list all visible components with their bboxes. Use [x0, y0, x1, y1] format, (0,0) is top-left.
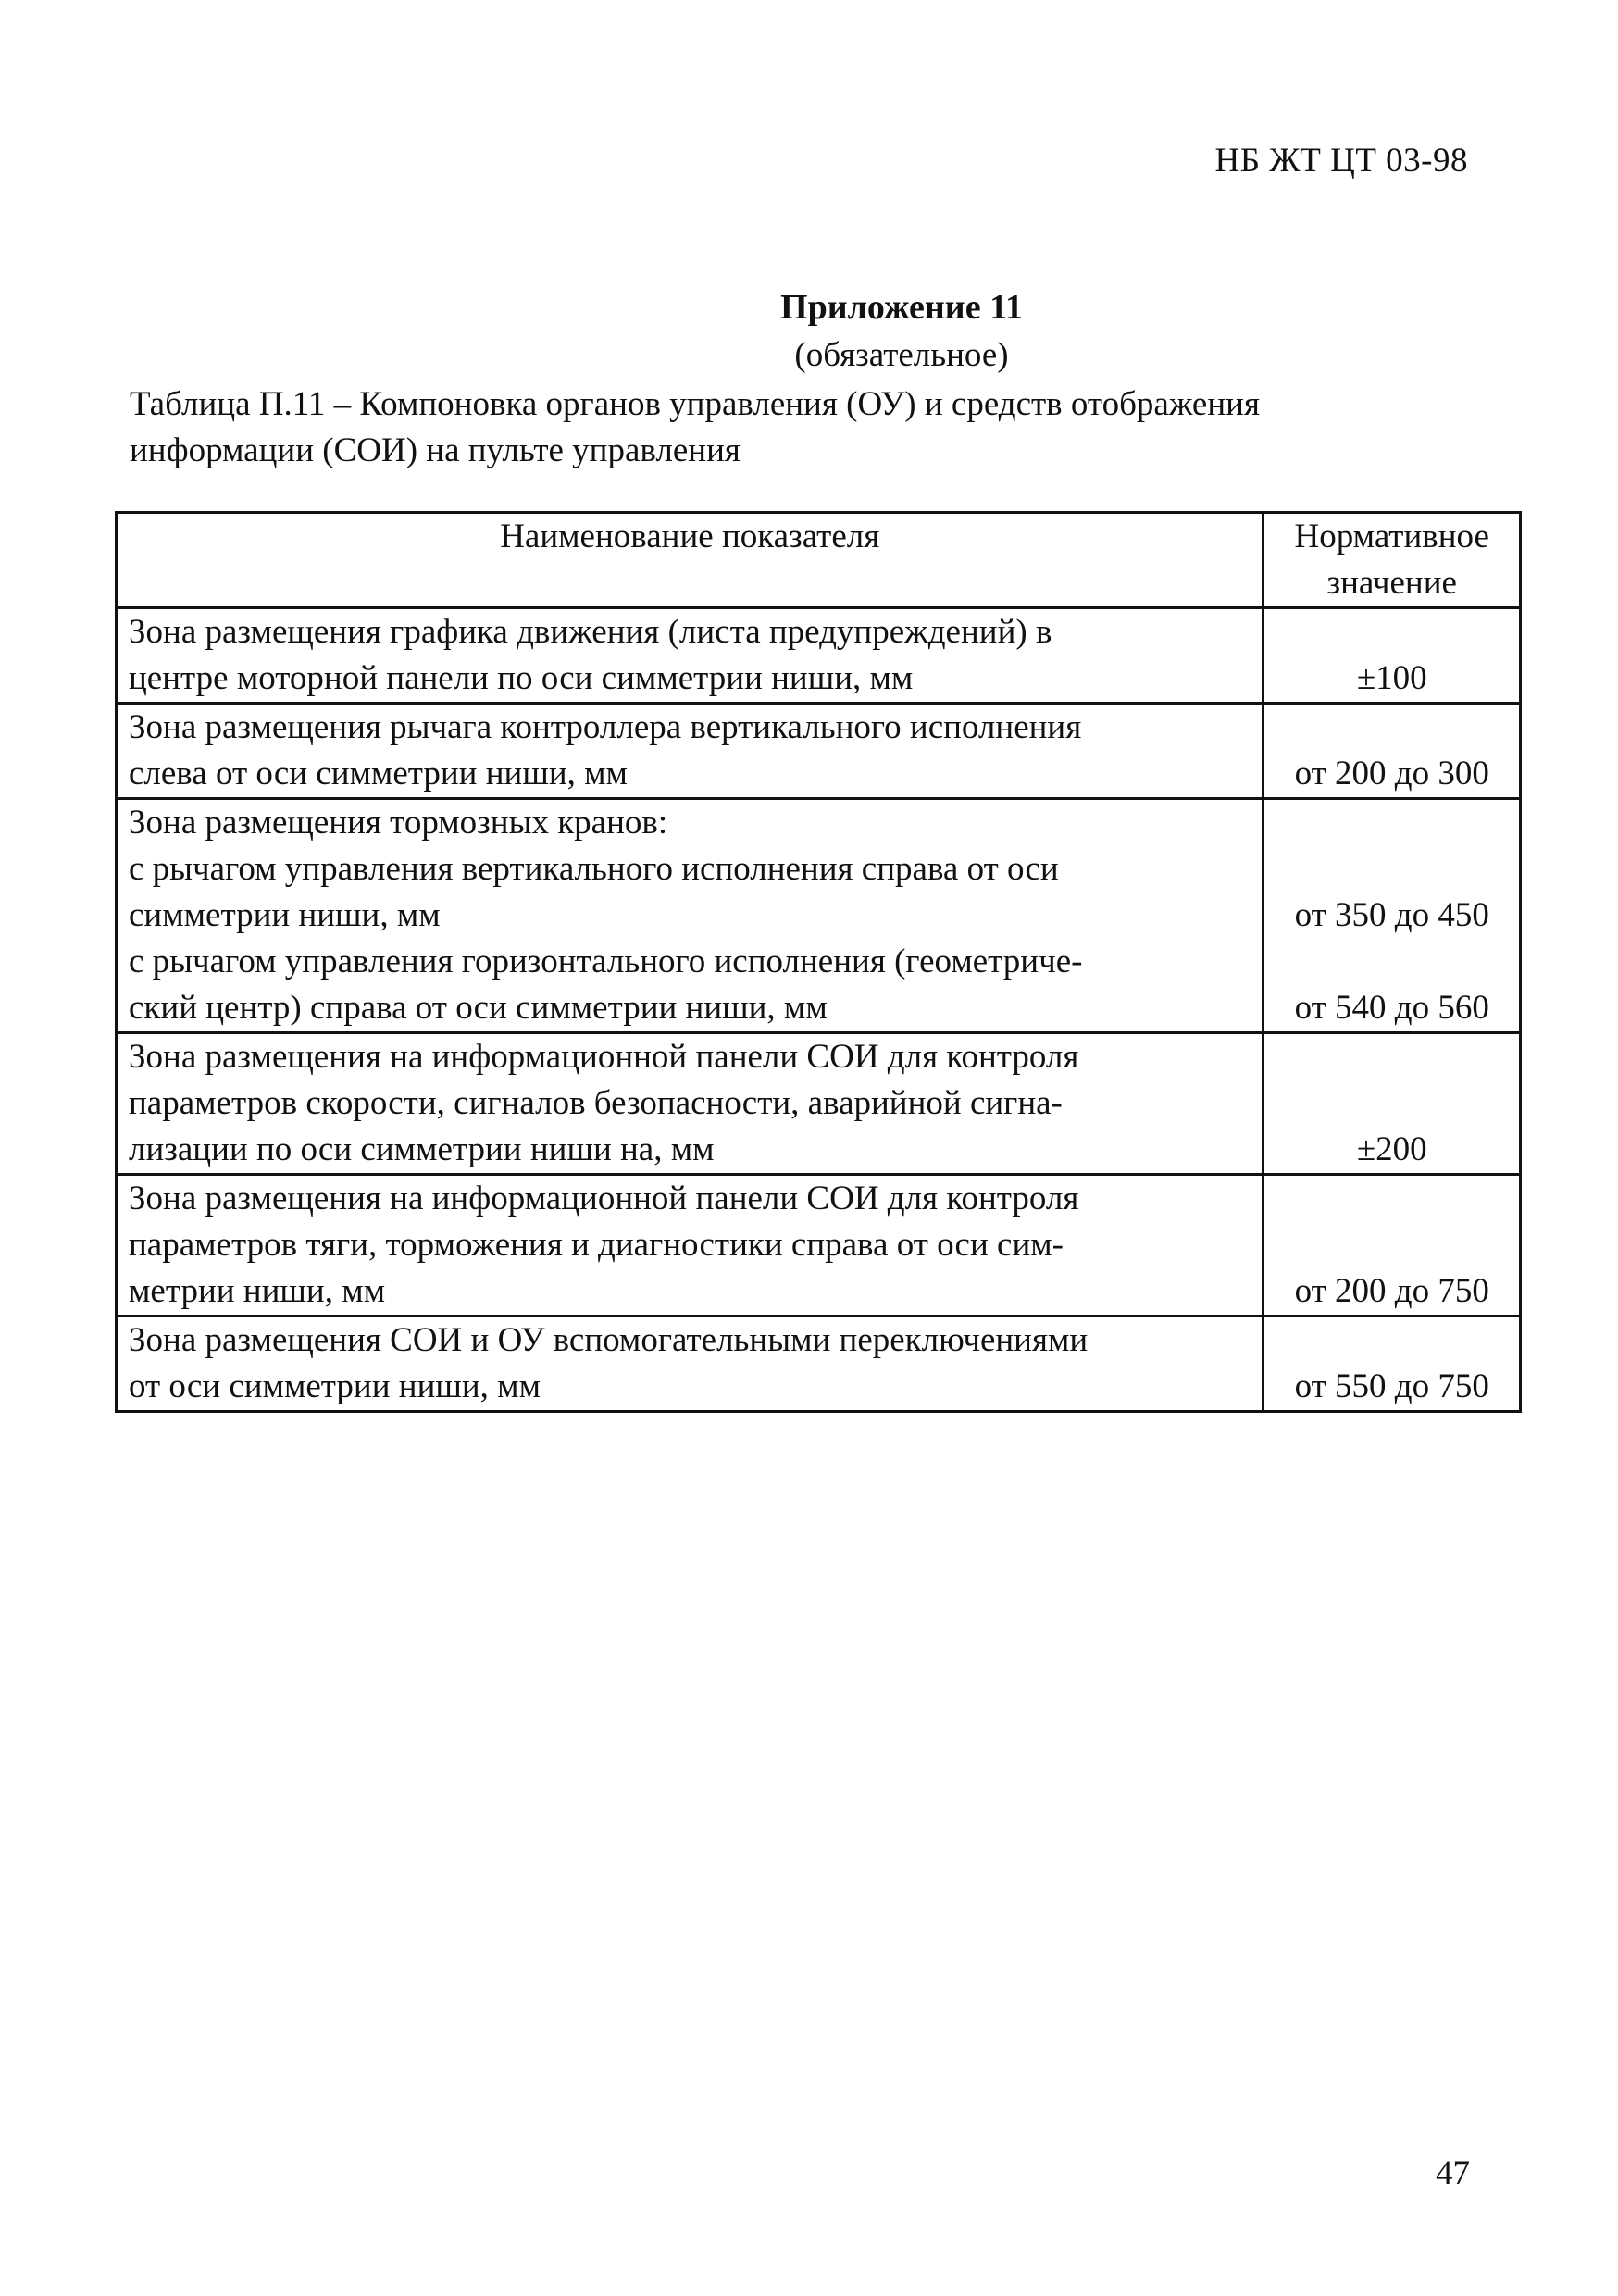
indicator-name-cell: [117, 704, 1263, 799]
normative-value-cell: [1263, 799, 1521, 1033]
table-body: [117, 608, 1521, 1412]
normative-value: от 350 до 450: [1294, 896, 1489, 934]
table-caption-line: Таблица П.11 – Компоновка органов управления (ОУ) и средств отображения: [130, 385, 1260, 423]
indicator-name-line: с рычагом управления вертикального исполнения справа от оси: [129, 850, 1059, 888]
indicator-name-line: метрии ниши, мм: [129, 1272, 386, 1310]
appendix-title: Приложение 11: [780, 288, 1023, 327]
indicator-name-line: лизации по оси симметрии ниши на, мм: [129, 1130, 715, 1168]
document-code: НБ ЖТ ЦТ 03-98: [1214, 142, 1468, 180]
page-number: 47: [1436, 2154, 1470, 2192]
indicator-name-line: Зона размещения на информационной панели СОИ для контроля: [129, 1038, 1079, 1076]
spec-table: [115, 511, 1522, 1413]
table-row: [117, 1033, 1521, 1175]
indicator-name-line: центре моторной панели по оси симметрии ниши, мм: [129, 659, 914, 697]
indicator-name-line: Зона размещения рычага контроллера вертикального исполнения: [129, 708, 1082, 746]
indicator-name-cell: [117, 1175, 1263, 1316]
header-value-line: значение: [1326, 564, 1457, 602]
table-caption-line: информации (СОИ) на пульте управления: [130, 431, 741, 469]
normative-value-cell: [1263, 608, 1521, 704]
appendix-status: (обязательное): [794, 336, 1009, 374]
table-caption: [130, 381, 1462, 474]
table-header-row: [117, 513, 1521, 608]
table-row: [117, 1316, 1521, 1412]
header-value-line: Нормативное: [1294, 518, 1489, 555]
indicator-name-line: слева от оси симметрии ниши, мм: [129, 755, 628, 792]
indicator-name-line: параметров скорости, сигналов безопасности, аварийной сигна-: [129, 1084, 1063, 1122]
indicator-name-cell: [117, 608, 1263, 704]
normative-value-cell: [1263, 1033, 1521, 1175]
table-row: [117, 799, 1521, 1033]
normative-value: от 550 до 750: [1294, 1367, 1489, 1405]
indicator-name-line: с рычагом управления горизонтального исполнения (геометриче-: [129, 942, 1083, 980]
normative-value-cell: [1263, 1316, 1521, 1412]
table-row: [117, 608, 1521, 704]
normative-value: ±100: [1356, 659, 1427, 697]
normative-value-cell: [1263, 704, 1521, 799]
normative-value: ±200: [1356, 1130, 1427, 1168]
header-normative-value: [1263, 513, 1521, 608]
indicator-name-line: ский центр) справа от оси симметрии ниши, мм: [129, 989, 828, 1027]
normative-value: от 200 до 750: [1294, 1272, 1489, 1310]
table-row: [117, 1175, 1521, 1316]
indicator-name-cell: [117, 1033, 1263, 1175]
indicator-name-line: Зона размещения на информационной панели СОИ для контроля: [129, 1179, 1079, 1217]
normative-value: от 200 до 300: [1294, 755, 1489, 792]
indicator-name-line: параметров тяги, торможения и диагностики справа от оси сим-: [129, 1226, 1064, 1264]
indicator-name-line: симметрии ниши, мм: [129, 896, 441, 934]
normative-value-cell: [1263, 1175, 1521, 1316]
indicator-name-line: Зона размещения графика движения (листа предупреждений) в: [129, 613, 1052, 651]
indicator-name-cell: [117, 799, 1263, 1033]
indicator-name-line: от оси симметрии ниши, мм: [129, 1367, 541, 1405]
indicator-name-line: Зона размещения СОИ и ОУ вспомогательными переключениями: [129, 1321, 1089, 1359]
header-indicator-name: Наименование показателя: [117, 513, 1263, 608]
normative-value: от 540 до 560: [1294, 989, 1489, 1027]
indicator-name-cell: [117, 1316, 1263, 1412]
indicator-name-line: Зона размещения тормозных кранов:: [129, 804, 668, 842]
table-row: [117, 704, 1521, 799]
